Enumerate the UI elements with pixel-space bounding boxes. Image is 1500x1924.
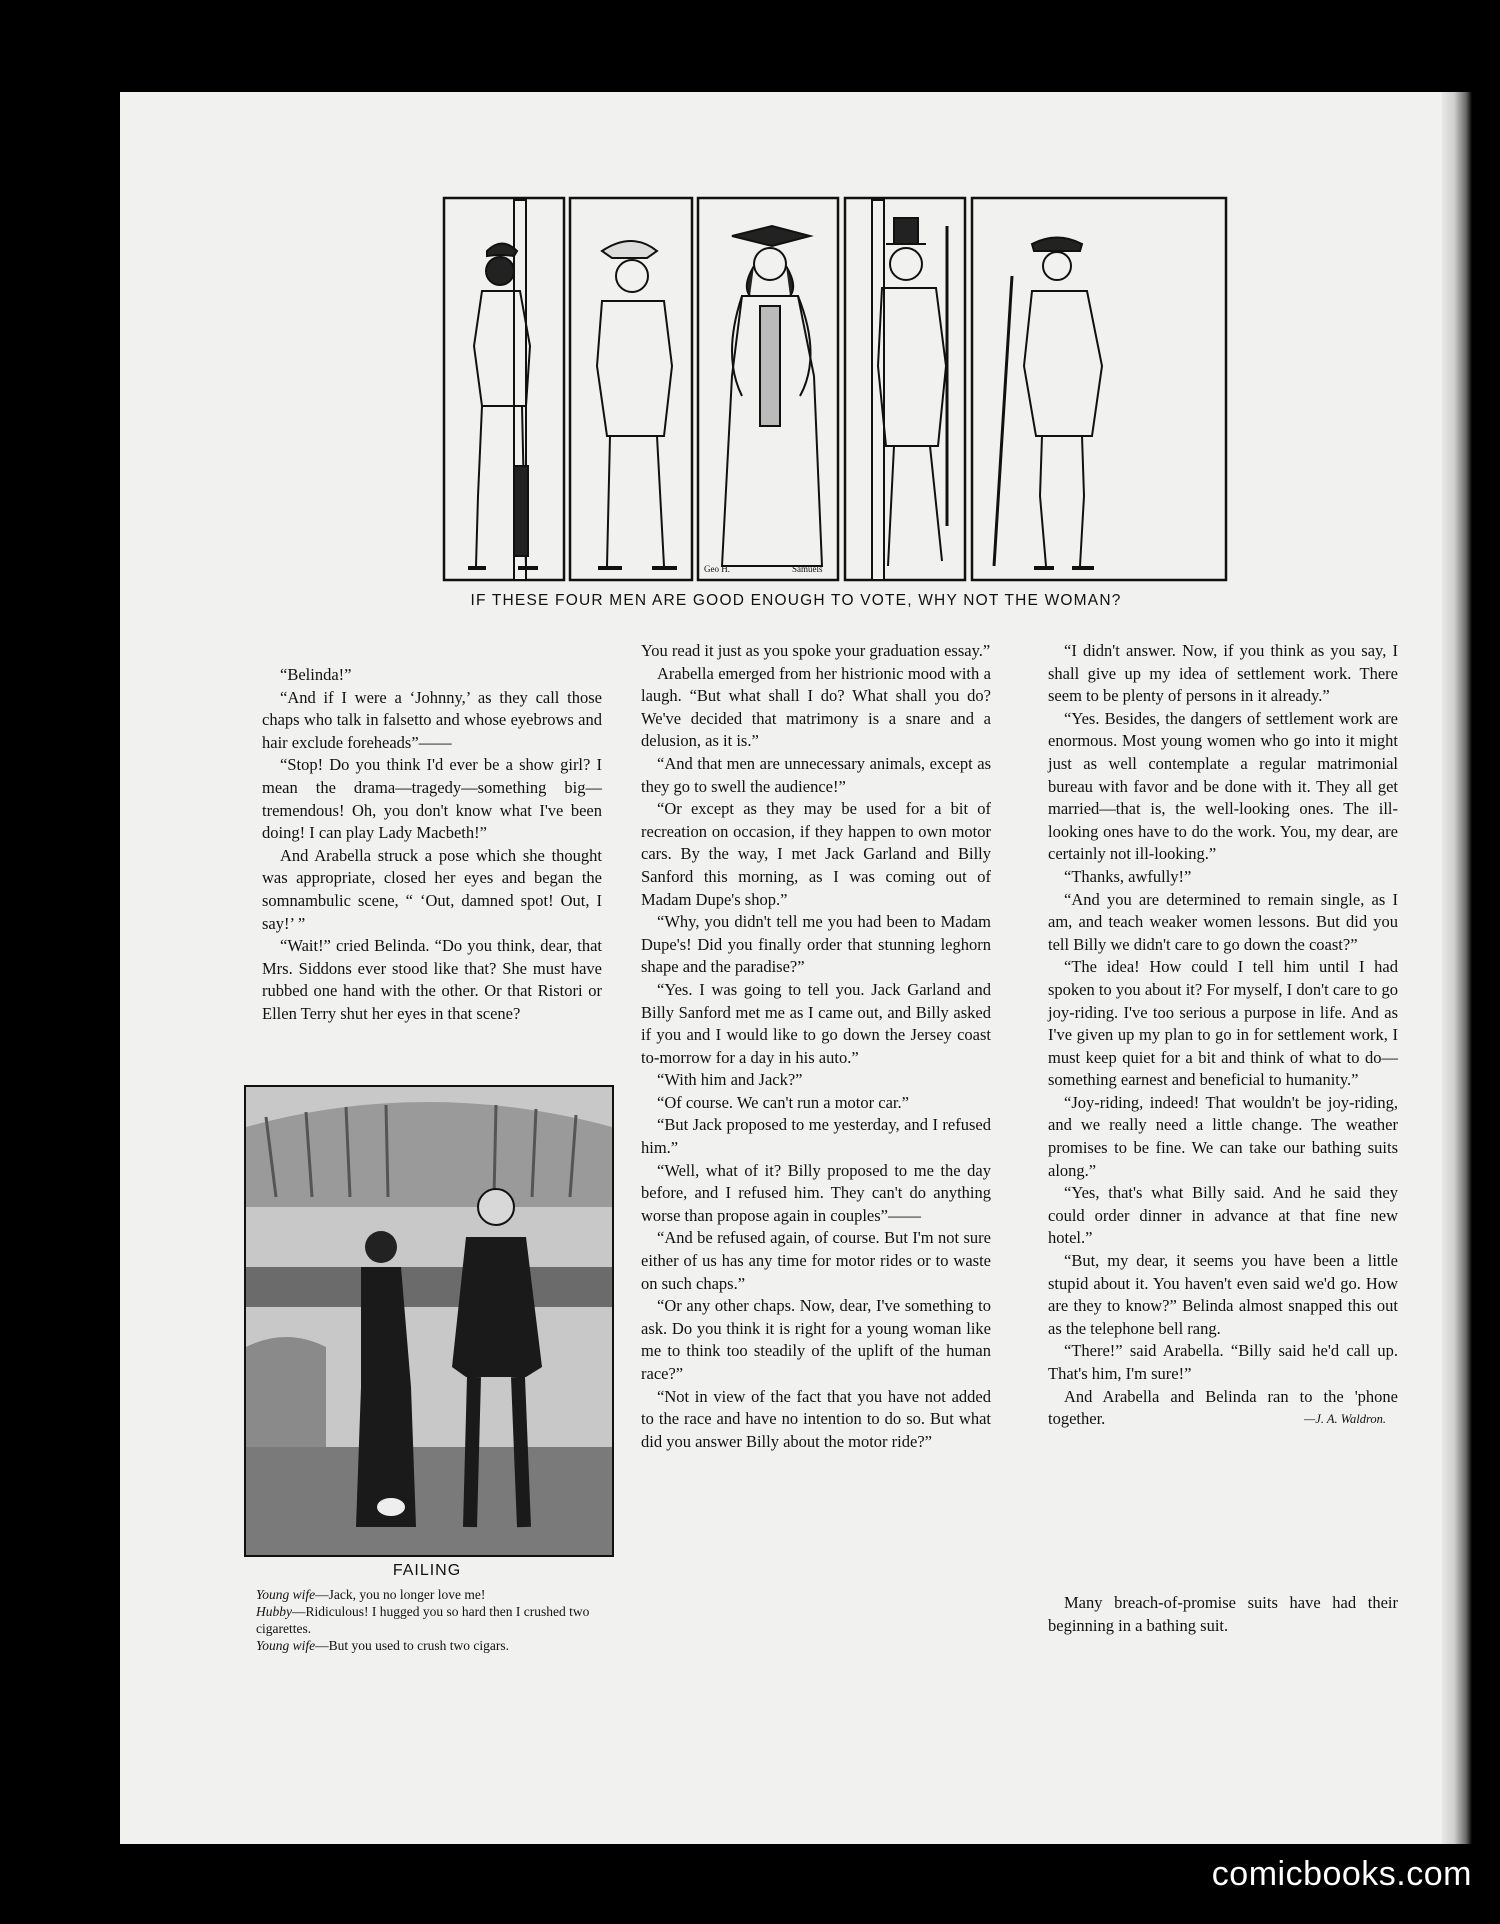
figure-man-1	[468, 200, 538, 580]
paragraph: You read it just as you spoke your graduation essay.”	[641, 641, 991, 660]
paragraph: “And be refused again, of course. But I'm not sure either of us has any time for motor rides or to waste on such chaps.”	[641, 1228, 991, 1293]
paragraph: “And that men are unnecessary animals, except as they go to swell the audience!”	[641, 753, 991, 796]
paragraph: “Well, what of it? Billy proposed to me the day before, and I refused him. They can't do anything worse than propose again in couples”——	[641, 1160, 991, 1225]
paragraph: “Joy-riding, indeed! That wouldn't be joy-riding, and we really need a little change. The weather promises to be fine. We can take our bathing suits along.”	[1048, 1092, 1398, 1180]
failing-title: FAILING	[392, 1562, 462, 1579]
paragraph: “But, my dear, it seems you have been a little stupid about it. You haven't even said we'd go. How are they to know?” Belinda almost snapped this out as the telephone bell rang.	[1048, 1251, 1398, 1338]
paragraph: “Yes, that's what Billy said. And he said they could order dinner in advance at that fine new hotel.”	[1048, 1183, 1398, 1248]
failing-dialogue	[256, 1586, 616, 1654]
line-text: —Ridiculous! I hugged you so hard then I crushed two cigarettes.	[256, 1604, 590, 1636]
paragraph: “Wait!” cried Belinda. “Do you think, dear, that Mrs. Siddons ever stood like that? She must have rubbed one hand with the other. Or that Ristori or Ellen Terry shut her eyes in that scene?	[262, 936, 602, 1023]
site-watermark: comicbooks.com	[1211, 1855, 1472, 1893]
paragraph	[1048, 1386, 1398, 1431]
paragraph: “Or except as they may be used for a bit of recreation on occasion, if they happen to own motor cars. By the way, I met Jack Garland and Billy Sanford this morning, as I was coming out of Madam Dupe's shop.”	[641, 799, 991, 909]
line-text: —But you used to crush two cigars.	[315, 1638, 510, 1653]
page-gutter	[1442, 92, 1472, 1844]
paragraph: “With him and Jack?”	[657, 1070, 803, 1090]
figure-woman-graduate	[722, 226, 822, 566]
dialogue-line	[256, 1637, 616, 1654]
column-1	[262, 664, 602, 1026]
cartoon-signature-left: Geo H.	[704, 564, 730, 574]
line-text: —Jack, you no longer love me!	[315, 1587, 486, 1602]
paragraph: Arabella emerged from her histrionic mood with a laugh. “But what shall I do? What shall you do? We've decided that matrimony is a snare and a delusion, as it is.”	[641, 663, 991, 751]
five-figures-cartoon	[442, 196, 1230, 584]
paragraph: “I didn't answer. Now, if you think as you say, I shall give up my idea of settlement work. There seem to be plenty of persons in it already.”	[1048, 641, 1398, 706]
cartoon-caption: IF THESE FOUR MEN ARE GOOD ENOUGH TO VOTE, WHY NOT THE WOMAN?	[470, 592, 1122, 609]
figure-man-5	[994, 238, 1102, 569]
figure-man-2	[597, 241, 677, 568]
failing-illustration	[244, 1085, 614, 1557]
paragraph: And Arabella struck a pose which she thought was appropriate, closed her eyes and began the somnambulic scene, “ ‘Out, damned spot! Out, I say!’ ”	[262, 845, 602, 933]
paragraph: “Yes. Besides, the dangers of settlement work are enormous. Most young women who go into it might just as well contemplate a regular matrimonial bureau with favor and be done with it. They all get married—that is, the well-looking ones. The ill-looking ones have to do the work. You, my dear, are certainly not ill-looking.”	[1048, 708, 1398, 864]
speaker: Hubby	[256, 1604, 292, 1619]
filler-joke	[1048, 1592, 1398, 1637]
paragraph: “But Jack proposed to me yesterday, and I refused him.”	[641, 1115, 991, 1158]
figure-man-4	[872, 200, 947, 580]
paragraph: “Yes. I was going to tell you. Jack Garland and Billy Sanford met me as I came out, and Billy asked if you and I would like to go down the Jersey coast to-morrow for a day in his auto.”	[641, 979, 991, 1067]
dialogue-line	[256, 1586, 616, 1603]
author-signature: —J. A. Waldron.	[1304, 1412, 1386, 1427]
dialogue-line	[256, 1603, 616, 1637]
paragraph: “The idea! How could I tell him until I had spoken to you about it? For myself, I don't care to go joy-riding. I've too serious a purpose in life. And as I've given up my plan to go in for settlement work, I must keep quiet for a bit and think of what to do—something earnest and beneficial to humanity.”	[1048, 957, 1398, 1090]
speaker: Young wife	[256, 1587, 316, 1602]
paragraph: “There!” said Arabella. “Billy said he'd call up. That's him, I'm sure!”	[1048, 1341, 1398, 1383]
paragraph: “Thanks, awfully!”	[1064, 866, 1192, 886]
closing-line: And Arabella and Belinda ran to the 'phone together.	[1048, 1386, 1398, 1429]
paragraph: “And if I were a ‘Johnny,’ as they call those chaps who talk in falsetto and whose eyebrows and hair exclude foreheads”——	[262, 687, 602, 752]
paragraph: “Or any other chaps. Now, dear, I've something to ask. Do you think it is right for a young woman like me to think too steadily of the uplift of the human race?”	[641, 1296, 991, 1383]
paragraph: “Of course. We can't run a motor car.”	[657, 1092, 909, 1112]
paragraph: “Belinda!”	[280, 665, 352, 684]
paragraph: “Why, you didn't tell me you had been to Madam Dupe's! Did you finally order that stunning leghorn shape and the paradise?”	[641, 912, 991, 977]
paragraph: “And you are determined to remain single, as I am, and teach weaker women lessons. But did you tell Billy we didn't care to go down the coast?”	[1048, 889, 1398, 954]
paragraph: “Stop! Do you think I'd ever be a show girl? I mean the drama—tragedy—something big—tremendous! Oh, you don't know what I've been doing! I can play Lady Macbeth!”	[262, 755, 602, 843]
paragraph: Many breach-of-promise suits have had their beginning in a bathing suit.	[1048, 1593, 1398, 1635]
speaker: Young wife	[256, 1638, 316, 1653]
magazine-page	[120, 92, 1472, 1844]
cartoon-signature-right: Samuels	[792, 564, 823, 574]
paragraph: “Not in view of the fact that you have not added to the race and have no intention to do so. But what did you answer Billy about the motor ride?”	[641, 1386, 991, 1451]
column-3	[1048, 640, 1398, 1431]
column-2	[641, 640, 991, 1453]
